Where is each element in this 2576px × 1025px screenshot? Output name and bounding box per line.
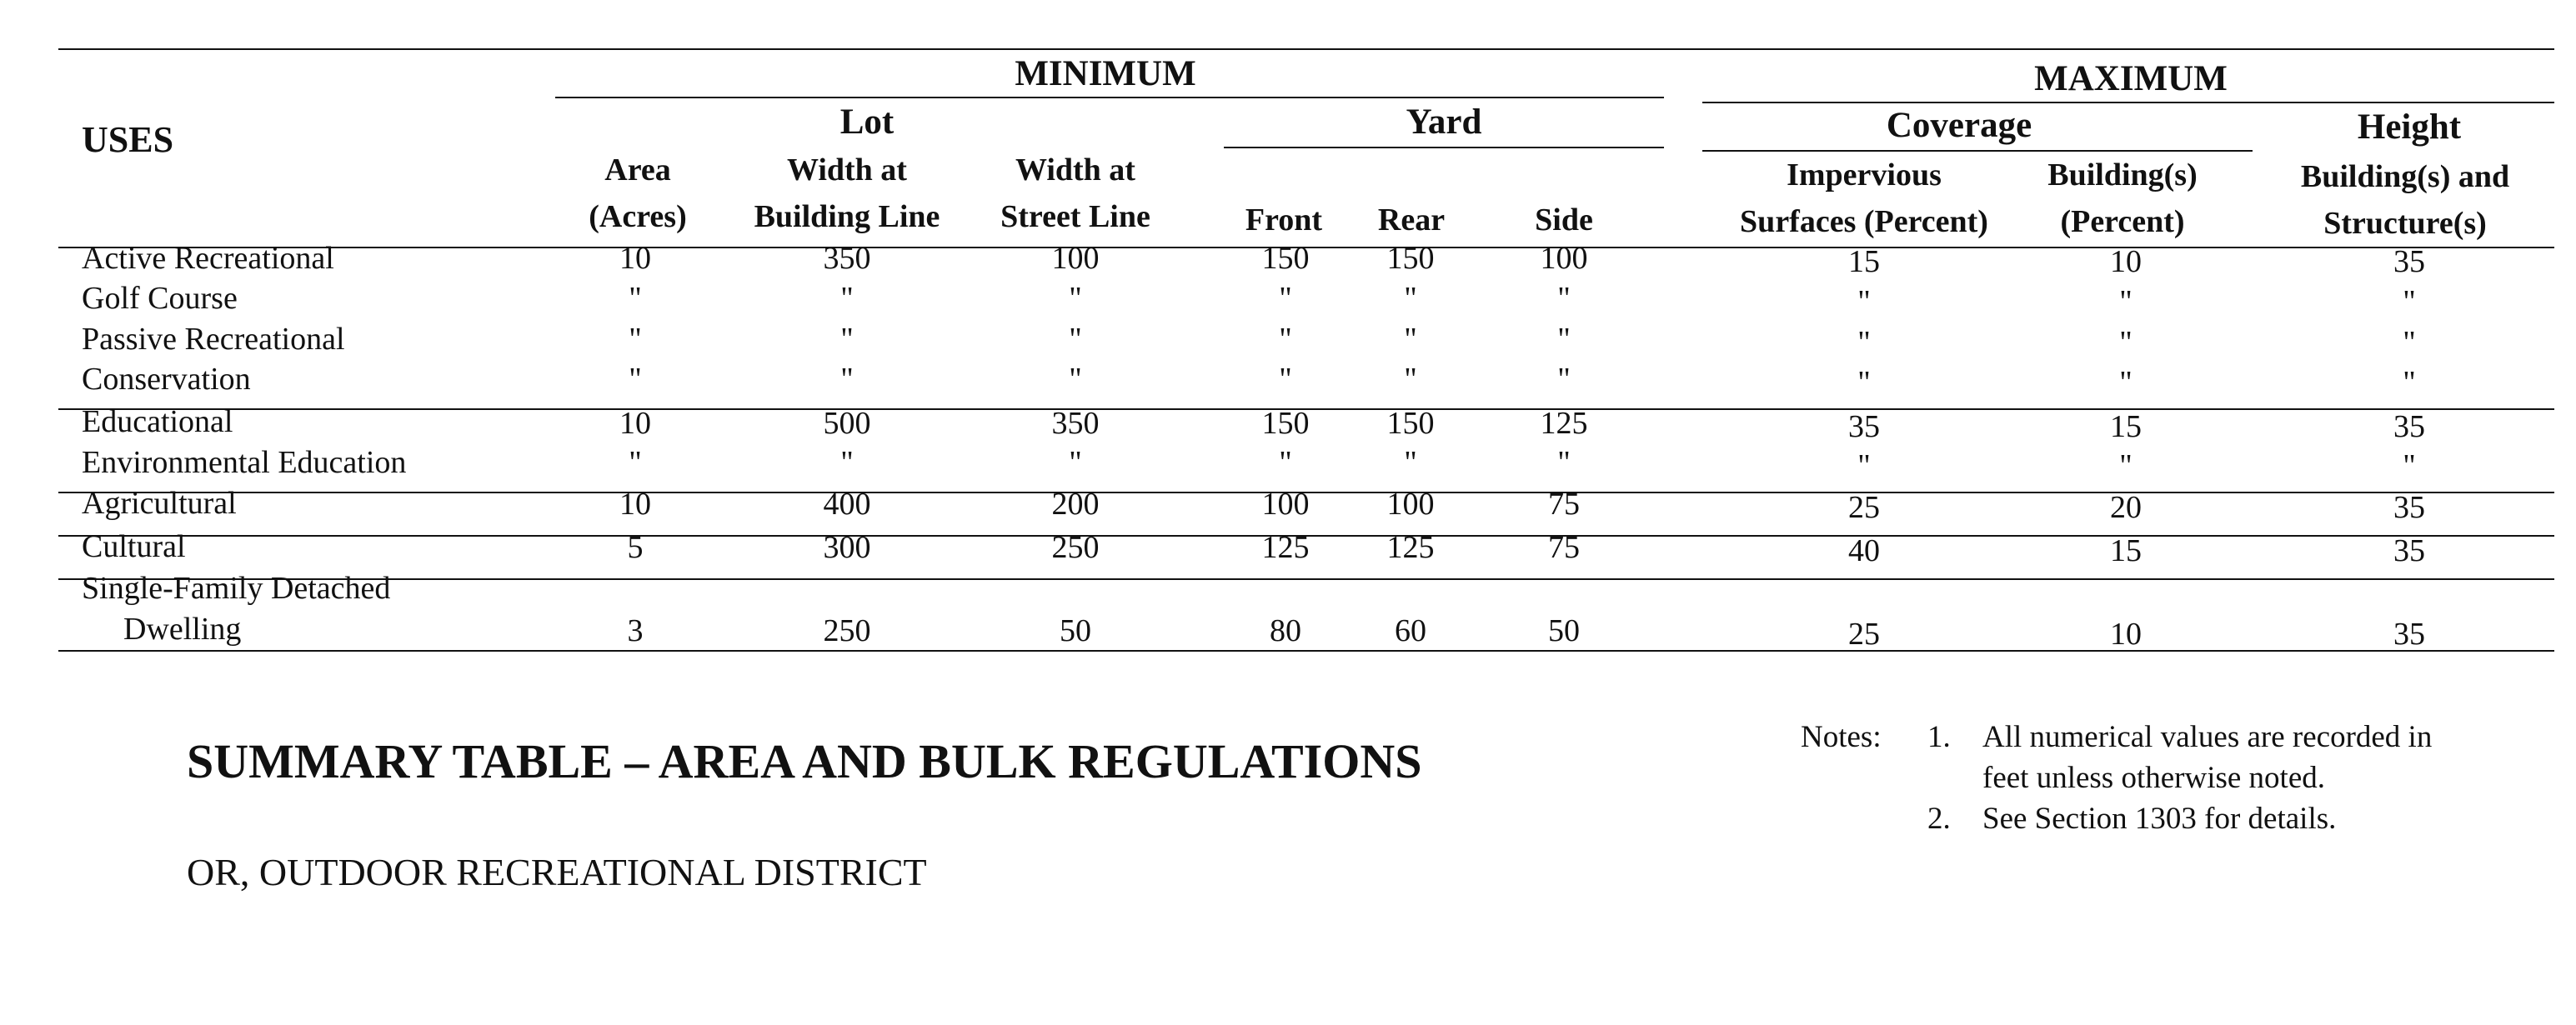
cell-height: " (2403, 325, 2416, 360)
cell-width-street-line: " (1069, 281, 1082, 316)
cell-rear: " (1404, 281, 1417, 316)
cell-front: " (1279, 322, 1292, 357)
cell-height: 35 (2393, 533, 2425, 568)
cell-front: " (1279, 445, 1292, 480)
cell-building-percent: " (2119, 365, 2132, 400)
cell-side: " (1557, 445, 1571, 480)
notes-label: Notes: (1801, 720, 1882, 754)
cell-area: 3 (627, 613, 644, 648)
cell-building-percent: 15 (2110, 409, 2142, 444)
height-header: Height (2357, 108, 2462, 147)
cell-area: " (629, 281, 642, 316)
cell-building-percent: 10 (2110, 244, 2142, 279)
cell-area: " (629, 362, 642, 397)
cell-rear: 150 (1386, 406, 1435, 441)
cell-front: 150 (1261, 406, 1310, 441)
cell-front: 100 (1261, 487, 1310, 522)
cell-front: 80 (1270, 613, 1301, 648)
cell-side: 75 (1548, 487, 1580, 522)
note-text: See Section 1303 for details. (1982, 802, 2337, 836)
cell-building-percent: 20 (2110, 490, 2142, 525)
cell-width-building-line: " (840, 445, 854, 480)
lot-header: Lot (839, 102, 895, 142)
cell-width-building-line: " (840, 362, 854, 397)
minimum-header: MINIMUM (1015, 54, 1196, 93)
cell-impervious: " (1857, 325, 1871, 360)
cell-width-street-line: 50 (1060, 613, 1091, 648)
cell-area: " (629, 445, 642, 480)
cell-rear: " (1404, 445, 1417, 480)
cell-width-street-line: " (1069, 362, 1082, 397)
minimum-lot-rule (555, 97, 1664, 98)
uses-label: Single-Family Detached (82, 571, 391, 606)
cell-impervious: 35 (1848, 409, 1880, 444)
cell-impervious: 25 (1848, 490, 1880, 525)
cell-building-percent: " (2119, 325, 2132, 360)
cell-width-street-line: 350 (1051, 406, 1100, 441)
cell-impervious: 40 (1848, 533, 1880, 568)
cell-impervious: " (1857, 365, 1871, 400)
cell-front: 150 (1261, 241, 1310, 276)
cell-building-percent: 10 (2110, 617, 2142, 652)
uses-label: Environmental Education (82, 445, 407, 480)
uses-label: Golf Course (82, 281, 238, 316)
cell-height: 35 (2393, 409, 2425, 444)
cell-building-percent: " (2119, 284, 2132, 319)
note-text: All numerical values are recorded in (1982, 720, 2433, 754)
district-subtitle: OR, OUTDOOR RECREATIONAL DISTRICT (187, 851, 927, 893)
cell-area: " (629, 322, 642, 357)
cell-rear: " (1404, 322, 1417, 357)
col-header-width-street-line: Width at Street Line (1000, 152, 1150, 234)
maximum-header: MAXIMUM (2034, 59, 2228, 98)
cell-front: " (1279, 281, 1292, 316)
cell-width-street-line: 250 (1051, 530, 1100, 565)
cell-width-building-line: " (840, 281, 854, 316)
cell-width-street-line: 100 (1051, 241, 1100, 276)
cell-height: " (2403, 284, 2416, 319)
cell-width-building-line: 250 (823, 613, 871, 648)
cell-area: 10 (619, 406, 651, 441)
uses-label: Passive Recreational (82, 322, 345, 357)
table-top-rule (58, 48, 2554, 50)
col-header-width-building-line: Width at Building Line (754, 152, 940, 234)
cell-width-building-line: 400 (823, 487, 871, 522)
uses-label: Conservation (82, 362, 251, 397)
page-title: SUMMARY TABLE – AREA AND BULK REGULATIONS (187, 734, 1422, 788)
cell-rear: 125 (1386, 530, 1435, 565)
cell-width-street-line: " (1069, 445, 1082, 480)
col-header-rear: Rear (1377, 202, 1446, 238)
col-header-building-structures: Building(s) and Structure(s) (2300, 159, 2510, 241)
uses-label: Educational (82, 404, 233, 439)
cell-building-percent: 15 (2110, 533, 2142, 568)
cell-height: 35 (2393, 617, 2425, 652)
uses-label: Dwelling (123, 612, 242, 647)
cell-rear: " (1404, 362, 1417, 397)
uses-label: Active Recreational (82, 241, 334, 276)
cell-width-building-line: " (840, 322, 854, 357)
cell-height: 35 (2393, 490, 2425, 525)
yard-header: Yard (1406, 102, 1482, 142)
cell-side: 125 (1540, 406, 1588, 441)
col-header-impervious: Impervious Surfaces (Percent) (1740, 158, 1988, 239)
cell-width-building-line: 350 (823, 241, 871, 276)
cell-width-building-line: 500 (823, 406, 871, 441)
cell-side: 50 (1548, 613, 1580, 648)
cell-area: 10 (619, 487, 651, 522)
uses-label: Cultural (82, 529, 186, 564)
cell-front: 125 (1261, 530, 1310, 565)
cell-impervious: " (1857, 284, 1871, 319)
cell-side: " (1557, 322, 1571, 357)
cell-width-street-line: " (1069, 322, 1082, 357)
cell-rear: 150 (1386, 241, 1435, 276)
note-number: 2. (1927, 802, 1951, 836)
coverage-header: Coverage (1886, 106, 2032, 145)
cell-area: 10 (619, 241, 651, 276)
note-number: 1. (1927, 720, 1951, 754)
cell-area: 5 (627, 530, 644, 565)
cell-side: " (1557, 281, 1571, 316)
cell-front: " (1279, 362, 1292, 397)
cell-impervious: " (1857, 448, 1871, 483)
cell-height: 35 (2393, 244, 2425, 279)
cell-side: 100 (1540, 241, 1588, 276)
group-rule-4 (58, 578, 2554, 580)
uses-header: USES (82, 119, 174, 160)
yard-rule (1224, 147, 1664, 148)
cell-side: " (1557, 362, 1571, 397)
uses-label: Agricultural (82, 486, 237, 521)
col-header-front: Front (1245, 202, 1323, 238)
cell-rear: 100 (1386, 487, 1435, 522)
note-text: feet unless otherwise noted. (1982, 761, 2325, 795)
col-header-area: Area (Acres) (589, 152, 687, 234)
cell-height: " (2403, 365, 2416, 400)
cell-impervious: 15 (1848, 244, 1880, 279)
cell-width-building-line: 300 (823, 530, 871, 565)
col-header-building-percent: Building(s) (Percent) (2047, 158, 2198, 239)
cell-rear: 60 (1395, 613, 1426, 648)
cell-side: 75 (1548, 530, 1580, 565)
cell-height: " (2403, 448, 2416, 483)
col-header-side: Side (1535, 202, 1593, 238)
maximum-rule (1702, 102, 2554, 103)
cell-width-street-line: 200 (1051, 487, 1100, 522)
cell-impervious: 25 (1848, 617, 1880, 652)
cell-building-percent: " (2119, 448, 2132, 483)
